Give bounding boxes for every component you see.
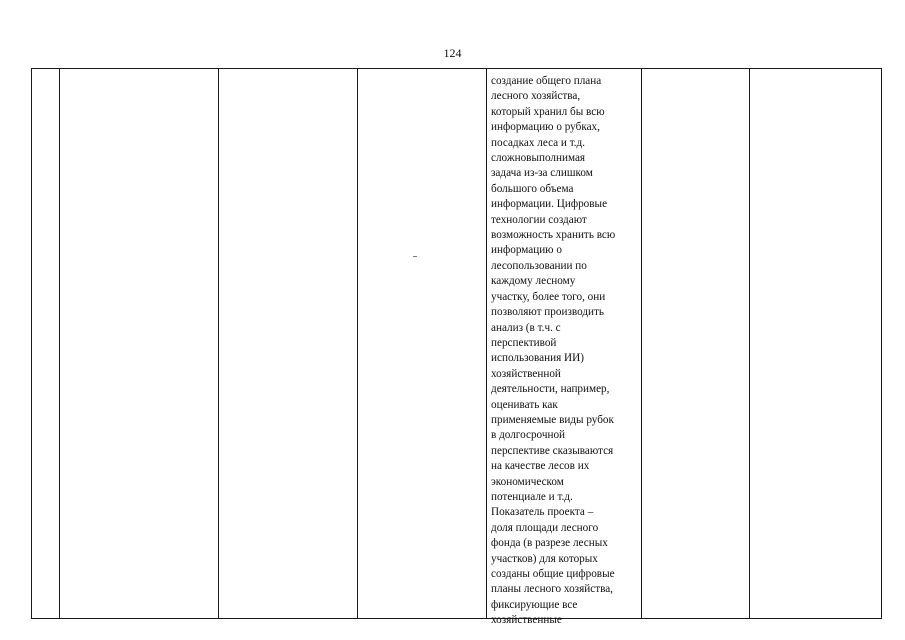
- text-line: планы лесного хозяйства,: [491, 583, 613, 596]
- text-line: хозяйственные: [491, 614, 562, 627]
- text-line: доля площади лесного: [491, 521, 599, 534]
- text-line: участков) для которых: [491, 552, 598, 565]
- table-cell-text: [491, 74, 639, 629]
- text-line: фонда (в разрезе лесных: [491, 537, 608, 550]
- text-line: оценивать как: [491, 398, 558, 411]
- column-divider: [218, 69, 219, 618]
- column-divider: [486, 69, 487, 618]
- text-line: лесного хозяйства,: [491, 90, 581, 103]
- text-line: использования ИИ): [491, 352, 584, 365]
- text-line: экономическом: [491, 475, 564, 488]
- text-line: задача из-за слишком: [491, 167, 593, 180]
- text-line: лесопользовании по: [491, 259, 587, 272]
- text-line: возможность хранить всю: [491, 229, 616, 242]
- column-divider: [59, 69, 60, 618]
- text-line: который хранил бы всю: [491, 105, 605, 118]
- text-line: перспективой: [491, 336, 557, 349]
- text-line: информацию о: [491, 244, 562, 257]
- text-line: позволяют производить: [491, 306, 605, 319]
- column-divider: [749, 69, 750, 618]
- text-line: в долгосрочной: [491, 429, 566, 442]
- text-line: созданы общие цифровые: [491, 568, 615, 580]
- text-line: Показатель проекта –: [491, 506, 594, 519]
- page-number: 124: [443, 46, 462, 60]
- text-line: хозяйственной: [491, 367, 561, 380]
- text-line: фиксирующие все: [491, 598, 578, 611]
- column-divider: [357, 69, 358, 618]
- text-line: деятельности, например,: [491, 383, 610, 396]
- column-divider: [641, 69, 642, 618]
- text-line: информации. Цифровые: [491, 198, 608, 211]
- text-line: посадках леса и т.д.: [491, 136, 586, 149]
- text-line: потенциале и т.д.: [491, 490, 573, 503]
- text-line: сложновыполнимая: [491, 152, 586, 165]
- document-table: [31, 68, 882, 627]
- scan-artifact: [413, 256, 417, 257]
- text-line: каждому лесному: [491, 275, 576, 288]
- text-line: на качестве лесов их: [491, 460, 590, 473]
- text-line: информацию о рубках,: [491, 121, 600, 134]
- text-line: участку, более того, они: [491, 290, 606, 303]
- text-line: анализ (в т.ч. с: [491, 321, 561, 334]
- text-line: применяемые виды рубок: [491, 413, 614, 426]
- text-line: создание общего плана: [491, 75, 602, 87]
- text-line: большого объема: [491, 182, 574, 195]
- text-line: перспективе сказываются: [491, 444, 614, 457]
- text-line: технологии создают: [491, 213, 587, 226]
